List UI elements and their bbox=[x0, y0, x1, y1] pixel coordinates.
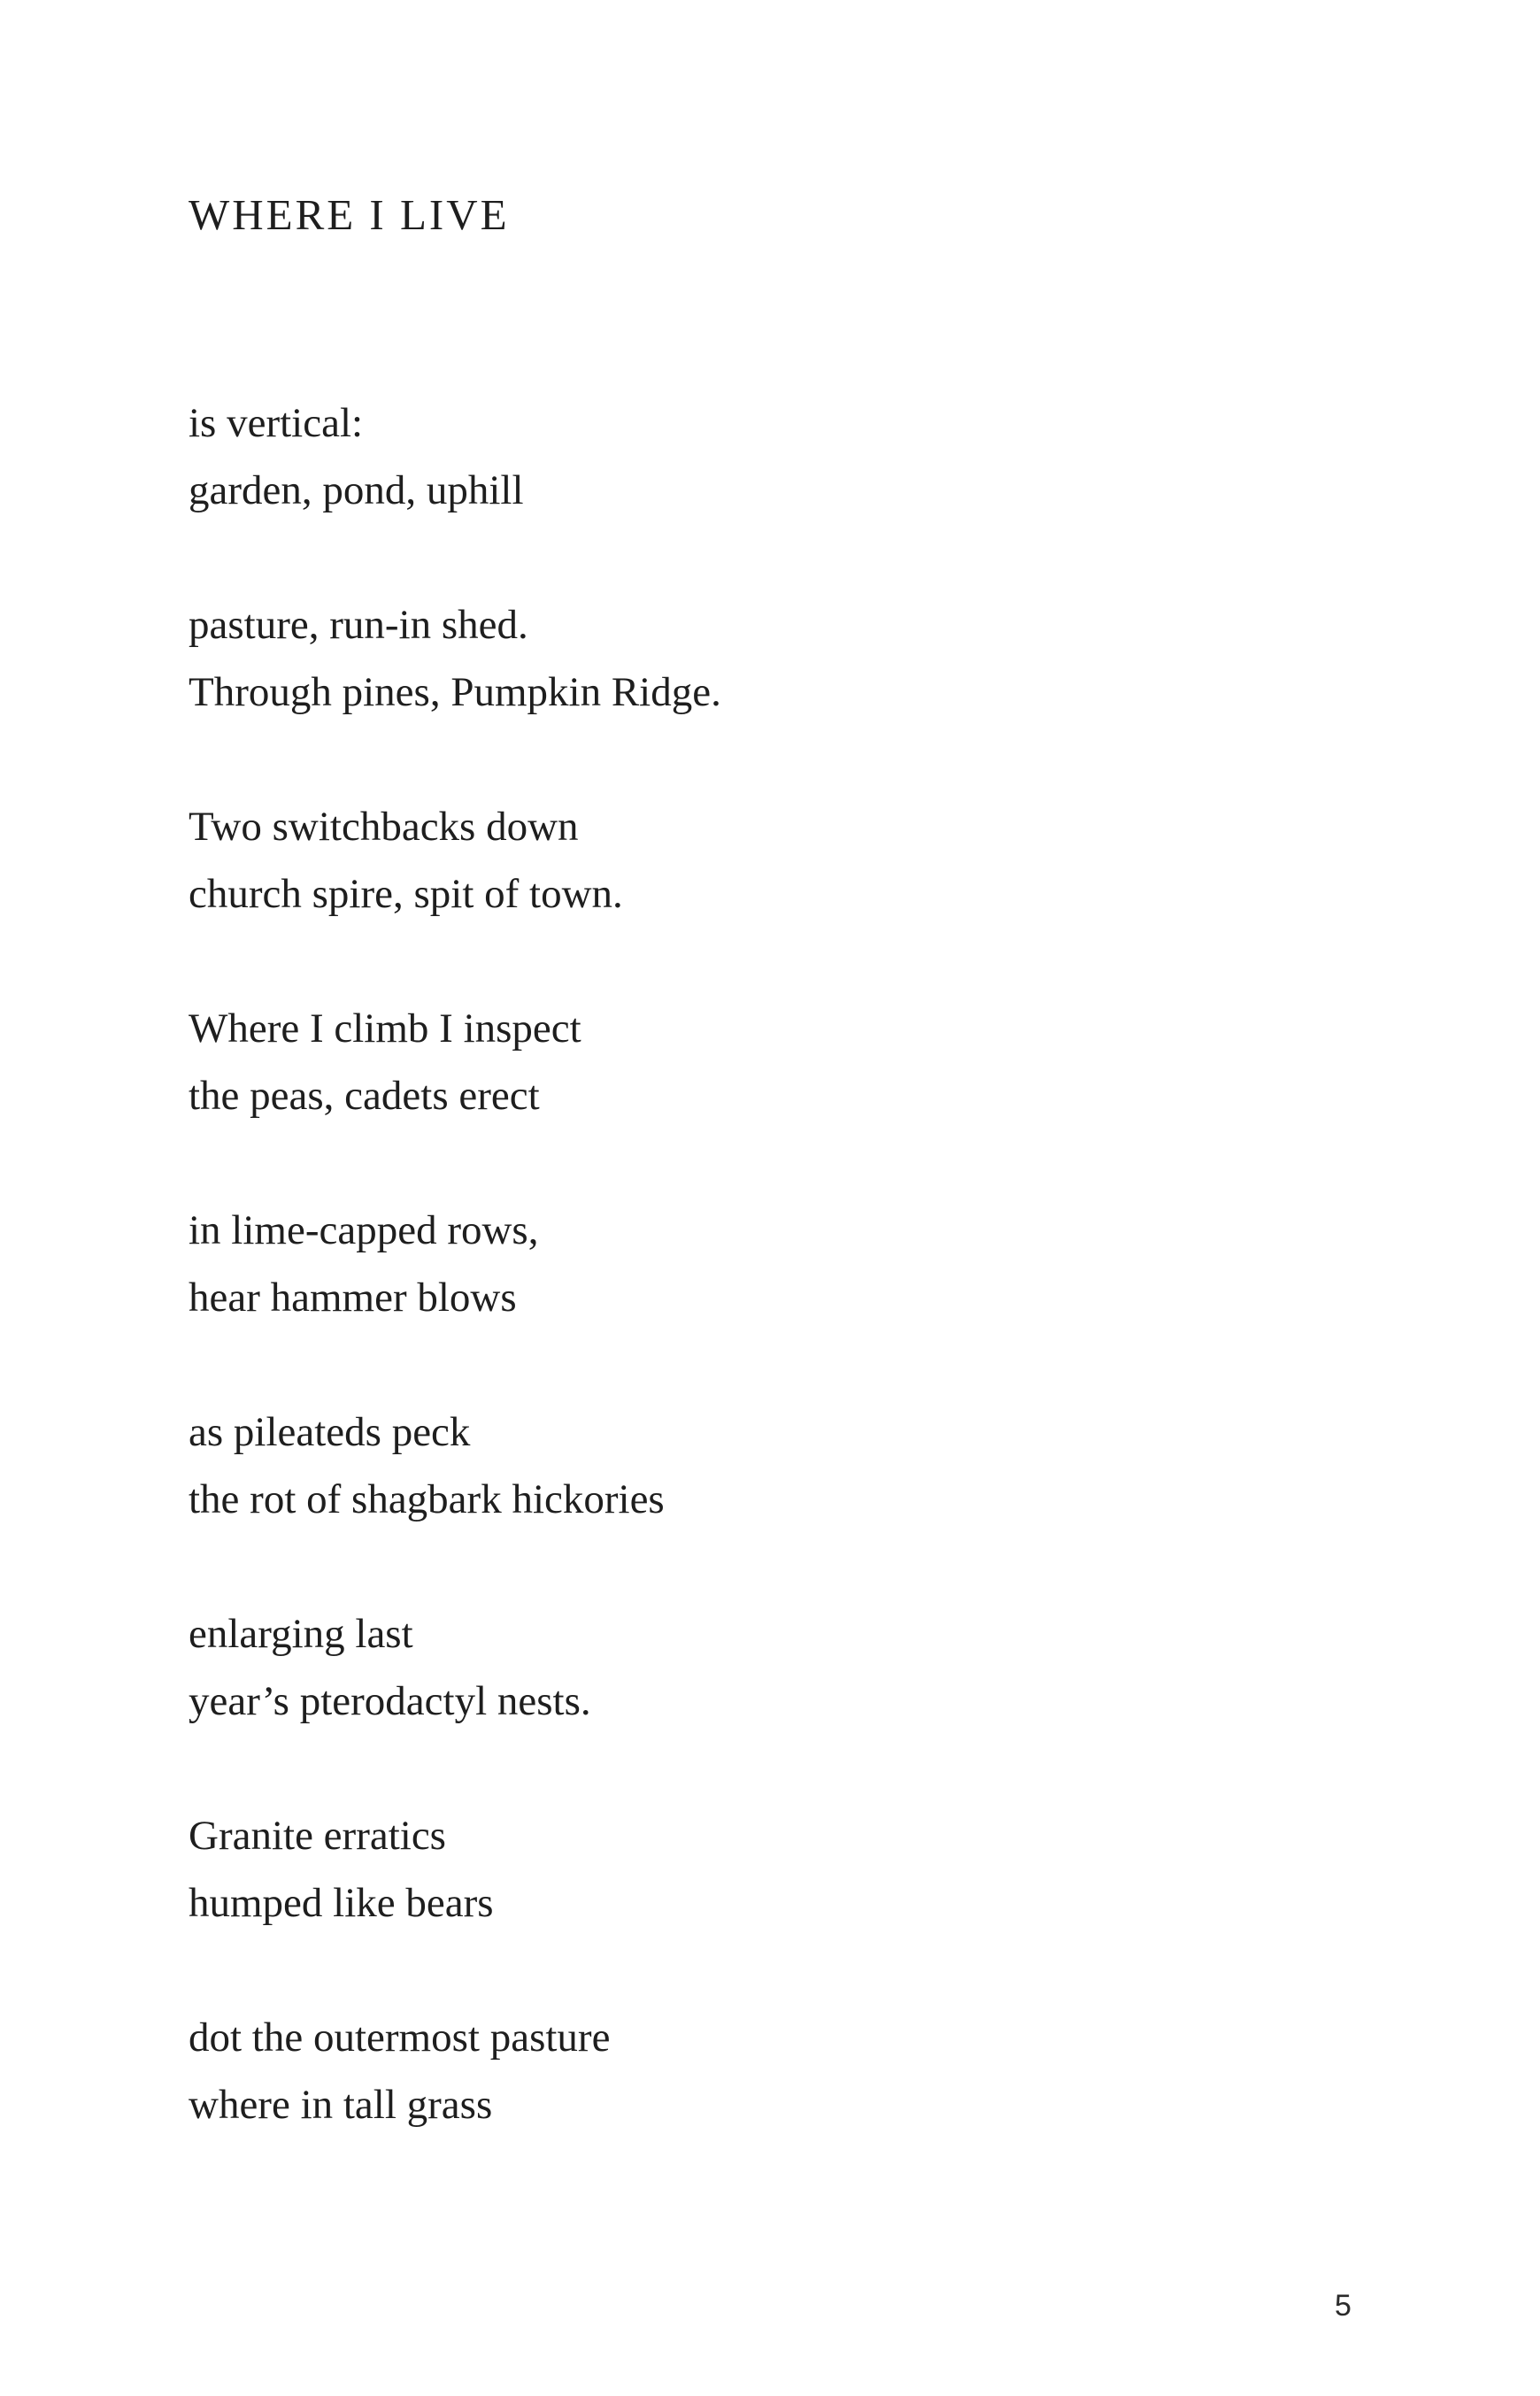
poem-line: in lime-capped rows, bbox=[189, 1207, 539, 1253]
poem-line: garden, pond, uphill bbox=[189, 467, 524, 513]
stanza bbox=[189, 591, 1339, 793]
poem-line: year’s pterodactyl nests. bbox=[189, 1678, 591, 1724]
poem-line: is vertical: bbox=[189, 400, 364, 446]
poem-line: dot the outermost pasture bbox=[189, 2015, 611, 2061]
poem-line: church spire, spit of town. bbox=[189, 871, 623, 917]
poem-line: humped like bears bbox=[189, 1880, 494, 1926]
poem-line: enlarging last bbox=[189, 1611, 413, 1657]
page-number: 5 bbox=[1335, 2289, 1351, 2323]
stanza bbox=[189, 793, 1339, 995]
poem-line: as pileateds peck bbox=[189, 1409, 471, 1455]
poem-line: where in tall grass bbox=[189, 2082, 493, 2128]
poem-line: Granite erratics bbox=[189, 1813, 446, 1859]
poem-line: the peas, cadets erect bbox=[189, 1073, 540, 1119]
poem-line: the rot of shagbark hickories bbox=[189, 1476, 665, 1522]
stanza bbox=[189, 1600, 1339, 1802]
stanza bbox=[189, 1197, 1339, 1398]
poem-body bbox=[189, 389, 1339, 2206]
stanza bbox=[189, 2004, 1339, 2206]
stanza bbox=[189, 995, 1339, 1197]
stanza bbox=[189, 389, 1339, 591]
poem-title: WHERE I LIVE bbox=[189, 190, 510, 239]
stanza bbox=[189, 1398, 1339, 1600]
stanza bbox=[189, 1802, 1339, 2004]
poem-line: Through pines, Pumpkin Ridge. bbox=[189, 669, 721, 715]
poem-line: Where I climb I inspect bbox=[189, 1005, 581, 1052]
poem-line: pasture, run-in shed. bbox=[189, 602, 528, 648]
poem-line: Two switchbacks down bbox=[189, 804, 579, 850]
poem-line: hear hammer blows bbox=[189, 1275, 517, 1321]
